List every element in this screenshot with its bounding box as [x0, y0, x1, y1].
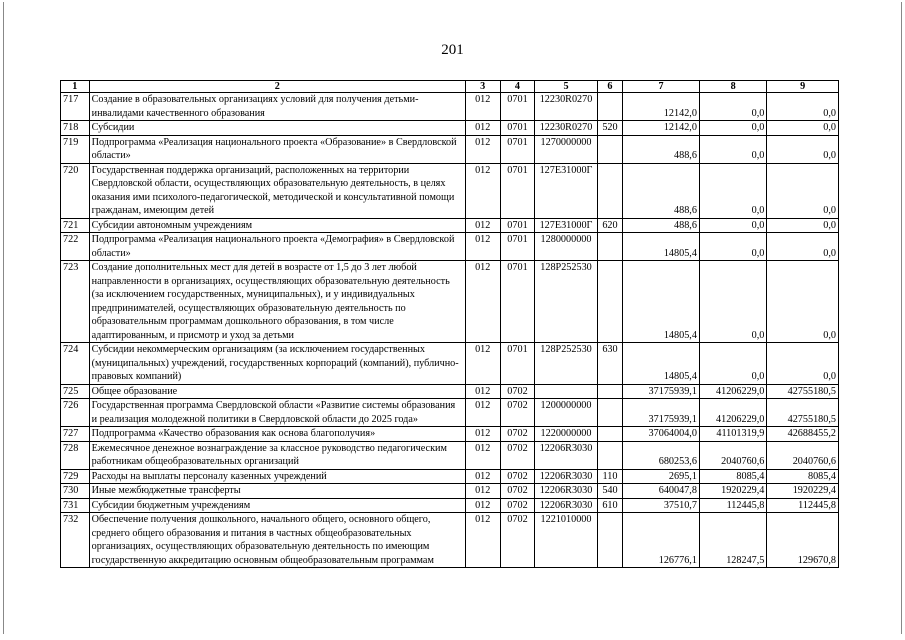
row-description: Расходы на выплаты персоналу казенных учреждений	[89, 469, 465, 484]
row-col3: 012	[465, 427, 500, 442]
table-row	[61, 233, 839, 261]
row-col5: 1270000000	[535, 135, 597, 163]
table-row	[61, 384, 839, 399]
row-col3: 012	[465, 384, 500, 399]
header-cell: 1	[61, 81, 90, 93]
row-col9: 0,0	[767, 135, 839, 163]
row-col5: 12230R0270	[535, 93, 597, 121]
table-row	[61, 399, 839, 427]
row-col7: 488,6	[623, 135, 700, 163]
row-col9: 42755180,5	[767, 384, 839, 399]
row-number: 724	[61, 343, 90, 385]
row-col7: 680253,6	[623, 441, 700, 469]
row-col3: 012	[465, 135, 500, 163]
row-description: Государственная программа Свердловской области «Развитие системы образования и реализация молодежной политики в Свердловской области до 2025 года»	[89, 399, 465, 427]
row-col6	[597, 233, 623, 261]
row-description: Государственная поддержка организаций, расположенных на территории Свердловской области, осуществляющих образовательную деятельность, в целях оказания ими психолого-педагогической, методической и консультативной помощи гражданам, имеющим детей	[89, 163, 465, 218]
row-col8: 0,0	[699, 218, 766, 233]
row-number: 722	[61, 233, 90, 261]
row-col3: 012	[465, 498, 500, 513]
row-col5: 127E31000Г	[535, 218, 597, 233]
row-col5: 12230R0270	[535, 121, 597, 136]
row-col3: 012	[465, 469, 500, 484]
row-col6: 540	[597, 484, 623, 499]
row-col5: 1221010000	[535, 513, 597, 568]
row-col3: 012	[465, 218, 500, 233]
table-row	[61, 498, 839, 513]
row-col8: 0,0	[699, 343, 766, 385]
row-col8: 0,0	[699, 163, 766, 218]
row-col7: 640047,8	[623, 484, 700, 499]
header-cell: 6	[597, 81, 623, 93]
row-col8: 128247,5	[699, 513, 766, 568]
row-col5: 12206R3030	[535, 484, 597, 499]
table-row	[61, 93, 839, 121]
table-row	[61, 135, 839, 163]
row-col7: 14805,4	[623, 261, 700, 343]
row-number: 717	[61, 93, 90, 121]
row-description: Создание дополнительных мест для детей в возрасте от 1,5 до 3 лет любой направленности в организациях, осуществляющих образовательную деятельность (за исключением государственных, муниципальных), и у индивидуальных предпринимателей, осуществляющих образовательную деятельность по образовательным программам дошкольного образования, в том числе адаптированным, и присмотр и уход за детьми	[89, 261, 465, 343]
table-row	[61, 343, 839, 385]
row-col5	[535, 384, 597, 399]
row-col4: 0701	[500, 121, 535, 136]
row-col7: 37064004,0	[623, 427, 700, 442]
row-col8: 0,0	[699, 121, 766, 136]
row-col6	[597, 163, 623, 218]
row-col6: 610	[597, 498, 623, 513]
row-col9: 0,0	[767, 93, 839, 121]
row-col8: 2040760,6	[699, 441, 766, 469]
row-description: Подпрограмма «Качество образования как основа благополучия»	[89, 427, 465, 442]
row-col4: 0701	[500, 233, 535, 261]
row-number: 731	[61, 498, 90, 513]
row-col7: 12142,0	[623, 121, 700, 136]
header-cell: 5	[535, 81, 597, 93]
row-number: 719	[61, 135, 90, 163]
table-row	[61, 441, 839, 469]
row-number: 730	[61, 484, 90, 499]
row-col9: 0,0	[767, 261, 839, 343]
row-col6	[597, 441, 623, 469]
row-col3: 012	[465, 163, 500, 218]
row-col4: 0702	[500, 384, 535, 399]
row-col5: 128P252530	[535, 343, 597, 385]
row-col8: 0,0	[699, 135, 766, 163]
row-col3: 012	[465, 93, 500, 121]
row-col9: 42688455,2	[767, 427, 839, 442]
row-col6	[597, 399, 623, 427]
row-col5: 1200000000	[535, 399, 597, 427]
row-col9: 0,0	[767, 233, 839, 261]
row-description: Ежемесячное денежное вознаграждение за классное руководство педагогическим работникам общеобразовательных организаций	[89, 441, 465, 469]
row-number: 728	[61, 441, 90, 469]
page-number: 201	[441, 42, 464, 58]
row-col4: 0701	[500, 93, 535, 121]
row-col4: 0702	[500, 484, 535, 499]
row-col6	[597, 93, 623, 121]
row-col8: 1920229,4	[699, 484, 766, 499]
row-col7: 2695,1	[623, 469, 700, 484]
row-col3: 012	[465, 513, 500, 568]
row-col6	[597, 384, 623, 399]
row-col6	[597, 427, 623, 442]
row-number: 732	[61, 513, 90, 568]
row-description: Создание в образовательных организациях условий для получения детьми-инвалидами качественного образования	[89, 93, 465, 121]
row-description: Общее образование	[89, 384, 465, 399]
row-col7: 37175939,1	[623, 384, 700, 399]
header-cell: 7	[623, 81, 700, 93]
row-col4: 0702	[500, 513, 535, 568]
row-col3: 012	[465, 343, 500, 385]
row-col4: 0702	[500, 441, 535, 469]
row-col9: 1920229,4	[767, 484, 839, 499]
row-col9: 129670,8	[767, 513, 839, 568]
row-col7: 488,6	[623, 163, 700, 218]
row-col6: 110	[597, 469, 623, 484]
row-col3: 012	[465, 261, 500, 343]
row-col8: 8085,4	[699, 469, 766, 484]
row-col9: 0,0	[767, 121, 839, 136]
row-col4: 0702	[500, 399, 535, 427]
row-description: Субсидии	[89, 121, 465, 136]
table-row	[61, 261, 839, 343]
header-cell: 9	[767, 81, 839, 93]
row-col8: 41206229,0	[699, 384, 766, 399]
table-row	[61, 427, 839, 442]
row-description: Субсидии автономным учреждениям	[89, 218, 465, 233]
row-description: Подпрограмма «Реализация национального проекта «Образование» в Свердловской области»	[89, 135, 465, 163]
row-number: 729	[61, 469, 90, 484]
table-row	[61, 484, 839, 499]
row-col4: 0701	[500, 261, 535, 343]
row-col8: 41101319,9	[699, 427, 766, 442]
table-row	[61, 218, 839, 233]
row-col6: 630	[597, 343, 623, 385]
table-header-row	[61, 81, 839, 93]
row-col7: 14805,4	[623, 343, 700, 385]
table-row	[61, 469, 839, 484]
header-cell: 2	[89, 81, 465, 93]
row-col4: 0702	[500, 469, 535, 484]
row-col9: 0,0	[767, 163, 839, 218]
row-col6	[597, 261, 623, 343]
table-row	[61, 513, 839, 568]
row-col9: 112445,8	[767, 498, 839, 513]
row-description: Иные межбюджетные трансферты	[89, 484, 465, 499]
row-col8: 0,0	[699, 233, 766, 261]
row-number: 726	[61, 399, 90, 427]
row-description: Субсидии бюджетным учреждениям	[89, 498, 465, 513]
row-description: Субсидии некоммерческим организациям (за исключением государственных (муниципальных) учреждений, государственных корпораций (компаний), публично-правовых компаний)	[89, 343, 465, 385]
row-col5: 128P252530	[535, 261, 597, 343]
row-col7: 126776,1	[623, 513, 700, 568]
row-number: 727	[61, 427, 90, 442]
header-cell: 3	[465, 81, 500, 93]
row-description: Подпрограмма «Реализация национального проекта «Демография» в Свердловской области»	[89, 233, 465, 261]
row-description: Обеспечение получения дошкольного, начального общего, основного общего, среднего общего образования и питания в частных общеобразовательных организациях, осуществляющих образовательную деятельность по имеющим государственную аккредитацию основным общеобразовательным программам	[89, 513, 465, 568]
row-col6: 520	[597, 121, 623, 136]
row-col9: 8085,4	[767, 469, 839, 484]
row-col5: 12206R3030	[535, 469, 597, 484]
row-col4: 0702	[500, 427, 535, 442]
budget-table	[60, 80, 839, 568]
row-number: 721	[61, 218, 90, 233]
row-col8: 41206229,0	[699, 399, 766, 427]
row-col8: 0,0	[699, 261, 766, 343]
row-col9: 42755180,5	[767, 399, 839, 427]
row-col9: 2040760,6	[767, 441, 839, 469]
row-col5: 1280000000	[535, 233, 597, 261]
row-col5: 1220000000	[535, 427, 597, 442]
row-col4: 0701	[500, 343, 535, 385]
table-row	[61, 121, 839, 136]
row-col3: 012	[465, 399, 500, 427]
row-col7: 14805,4	[623, 233, 700, 261]
row-col4: 0701	[500, 218, 535, 233]
row-col9: 0,0	[767, 218, 839, 233]
row-col9: 0,0	[767, 343, 839, 385]
table-row	[61, 163, 839, 218]
row-col7: 37175939,1	[623, 399, 700, 427]
row-col4: 0701	[500, 163, 535, 218]
row-col4: 0701	[500, 135, 535, 163]
row-col7: 37510,7	[623, 498, 700, 513]
row-col6	[597, 135, 623, 163]
row-col7: 12142,0	[623, 93, 700, 121]
row-col3: 012	[465, 484, 500, 499]
row-number: 725	[61, 384, 90, 399]
row-col5: 127E31000Г	[535, 163, 597, 218]
row-number: 720	[61, 163, 90, 218]
row-col3: 012	[465, 441, 500, 469]
row-col3: 012	[465, 121, 500, 136]
row-col8: 112445,8	[699, 498, 766, 513]
row-col3: 012	[465, 233, 500, 261]
row-col6: 620	[597, 218, 623, 233]
row-col7: 488,6	[623, 218, 700, 233]
row-col6	[597, 513, 623, 568]
row-col5: 12206R3030	[535, 441, 597, 469]
header-cell: 4	[500, 81, 535, 93]
header-cell: 8	[699, 81, 766, 93]
row-col5: 12206R3030	[535, 498, 597, 513]
row-number: 723	[61, 261, 90, 343]
row-col4: 0702	[500, 498, 535, 513]
row-col8: 0,0	[699, 93, 766, 121]
row-number: 718	[61, 121, 90, 136]
